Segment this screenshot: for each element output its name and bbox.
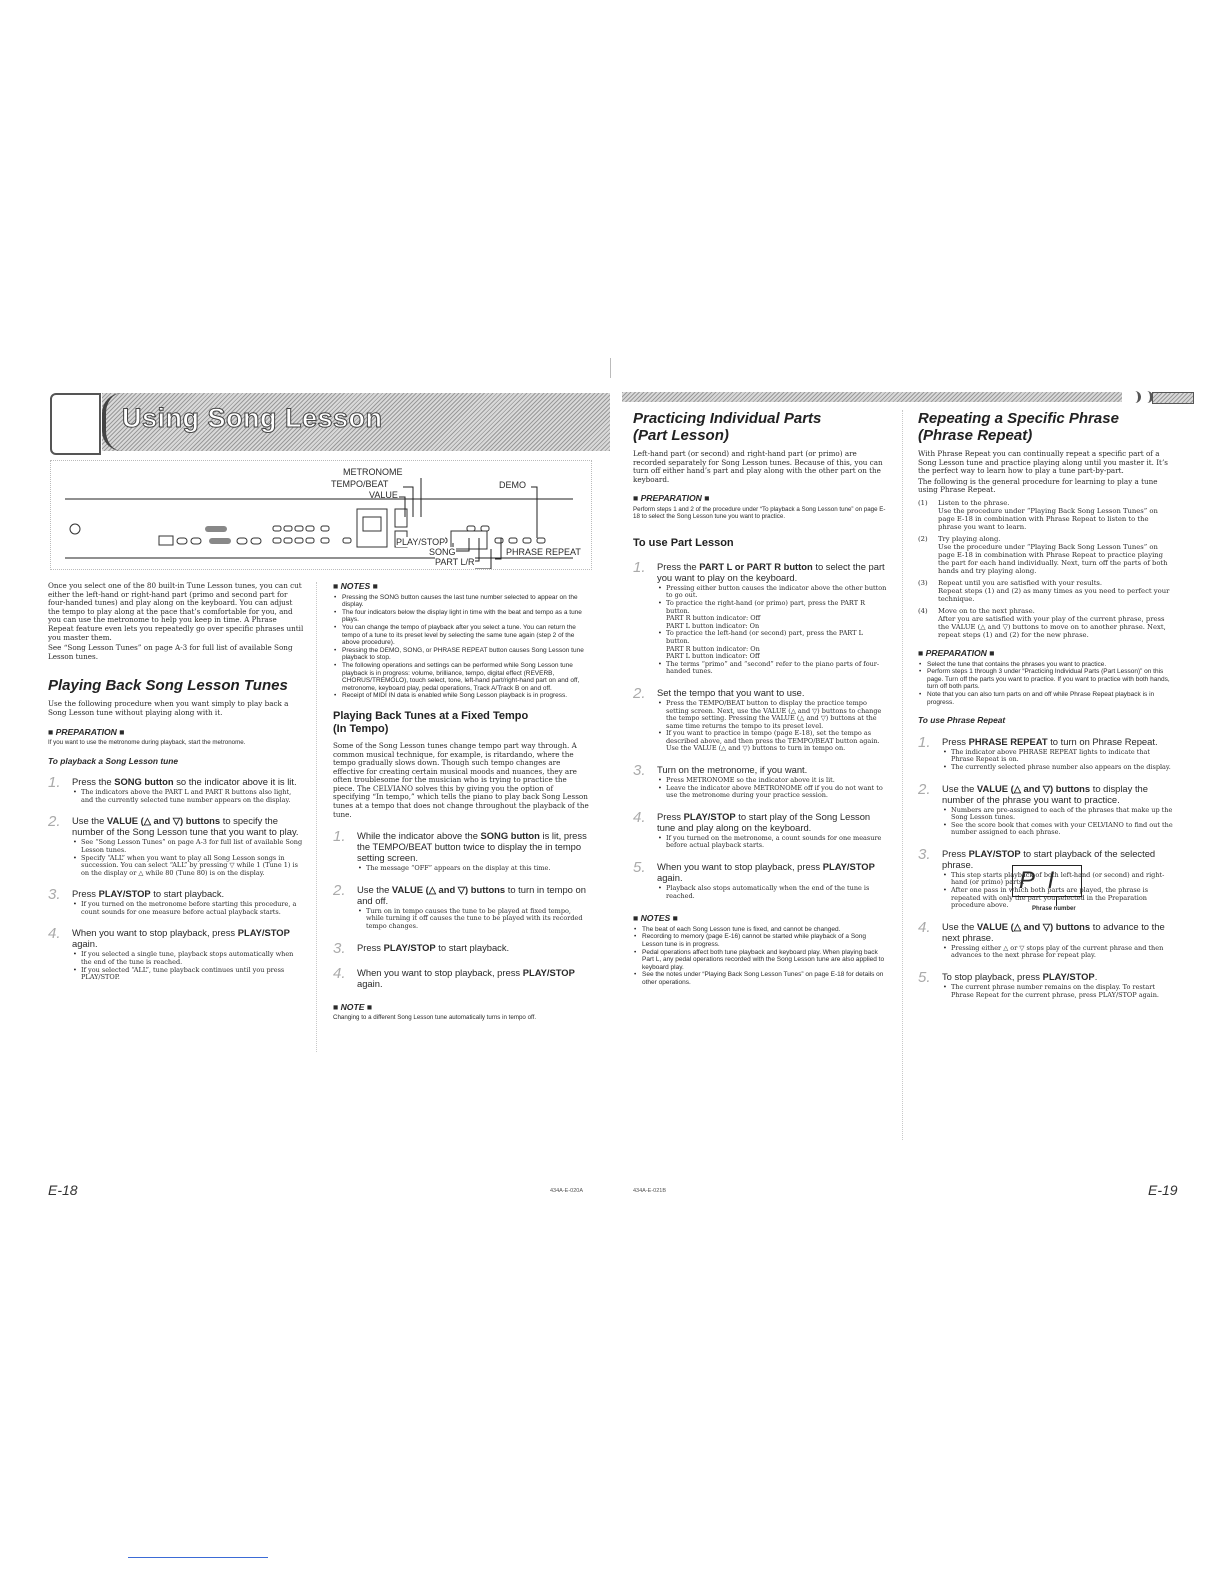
step-item [333,881,589,931]
step-text [657,687,888,698]
step-text [942,736,1173,747]
step-bullet [951,764,1173,772]
step-text-b: to select the part you want to play on the keyboard. [657,560,885,583]
step-body [72,888,304,916]
step-text [942,921,1173,943]
numbered-item [918,579,1173,603]
step-text [942,783,1173,805]
numbered-body [938,499,1173,531]
step-text [72,776,304,787]
list-item: • Select the tune that contains the phrases you want to practice. [927,661,1173,669]
numbered-item [918,535,1173,575]
numbered-item [918,607,1173,639]
steps-list-c [633,558,888,900]
notes-list-right [633,926,888,987]
step-body [942,921,1173,960]
step-bullet [81,839,304,854]
bottom-blue-line [128,1557,268,1558]
step-body [357,942,589,956]
step-body [72,776,304,804]
step-bullets [72,839,304,877]
numbered-body [938,579,1173,603]
step-bullets [72,789,304,804]
step-number: 1. [633,558,646,576]
folio-left: E-18 [48,1182,78,1198]
list-item: • Recording to memory (page E-16) cannot be started while playback of a Song Lesson tune is in progress. [642,933,888,948]
step-body [657,687,888,753]
note-label: ■ NOTE ■ [333,1001,373,1012]
step-text-bold: PLAY/STOP [383,941,436,953]
step-number: 3. [333,939,346,957]
step-bullet-line: • To practice the left-hand (or second) part, press the PART L button. [666,629,863,645]
step-bullet-line: • See “Song Lesson Tunes” on page A-3 for full list of available Song Lesson tunes. [81,838,303,854]
step-bullet-line: • If you turned on the metronome, a count sounds for one measure before actual playback starts. [666,833,882,850]
step-bullet [666,600,888,630]
step-text-bold: PLAY/STOP [822,861,875,873]
steps-list-a [48,776,304,982]
preparation-text-right: Perform steps 1 and 2 of the procedure under “To playback a Song Lesson tune” on page E-18 to select the Song Lesson tune you want to practice. [633,505,886,521]
right-banner [622,392,1172,402]
step-item [918,780,1173,837]
playback-intro: Use the following procedure when you want simply to play back a Song Lesson tune without playing along with it. [48,699,289,717]
step-text [657,764,888,775]
label-song: SONG [429,547,456,557]
step-text-a: When you want to stop playback, press [657,861,823,873]
use-repeat-label: To use Phrase Repeat [918,715,1006,726]
repeat-heading-2: (Phrase Repeat) [918,427,1033,444]
left-banner [50,393,610,451]
step-bullets [657,777,888,800]
step-item [918,918,1173,960]
step-number: 2. [48,813,61,831]
list-item: • Pressing the DEMO, SONG, or PHRASE REPEAT button causes Song Lesson tune playback to stop. [342,647,589,662]
preparation-label: ■ PREPARATION ■ [48,726,125,737]
part-heading-1: Practicing Individual Parts [633,410,822,427]
step-number: 4. [918,918,931,936]
step-number: 1. [48,774,61,792]
repeat-heading-1: Repeating a Specific Phrase [918,410,1119,427]
step-bullet-line: • Pressing either △ or ▽ stops play of the current phrase and then advances to the next phrase for repeat play. [951,943,1164,960]
step-text-bold: PLAY/STOP [968,847,1021,859]
list-item: • Receipt of MIDI IN data is enabled while Song Lesson playback is in progress. [342,692,589,700]
to-playback-label: To playback a Song Lesson tune [48,755,178,766]
step-item [918,733,1173,772]
fixed-tempo-heading-1: Playing Back Tunes at a Fixed Tempo [333,709,529,722]
step-bullet-line: • This step starts playback of both left-hand (or second) and right-hand (or primo) parts. [951,870,1165,887]
repeat-intro-2: The following is the general procedure for learning to play a tune using Phrase Repeat. [918,476,1158,495]
step-text-b: again. [357,977,383,989]
label-tempo-beat: TEMPO/BEAT [331,479,389,489]
step-bullet-line: • Specify “ALL” when you want to play all Song Lesson songs in succession. You can select “ALL” by pressing ▽ while 1 (Tune 1) is on the display or △ while 80 (Tune 80) is on the display. [81,853,298,877]
step-bullet-line: • The current phrase number remains on the display. To restart Phrase Repeat for the current phrase, press PLAY/STOP again. [951,983,1159,999]
notes-label: ■ NOTES ■ [333,581,378,591]
step-text-a: While the indicator above the [357,830,481,842]
step-text-b: to specify the number of the Song Lesson tune that you want to play. [72,815,299,838]
step-bullet [666,785,888,800]
step-text-a: Press [942,847,969,859]
numbered-index: (3) [918,578,928,587]
step-text-bold: PLAY/STOP [237,927,290,939]
step-text-a: Press [942,735,969,747]
step-bullet-line: • Press METRONOME so the indicator above it is lit. [666,776,835,785]
step-text-a: Use the [942,920,977,932]
lcd-display [1012,865,1082,897]
step-item [333,964,589,989]
step-item [633,861,888,900]
label-phrase-repeat: PHRASE REPEAT [506,547,581,557]
list-item: • Pedal operations affect both tune playback and keyboard play. When playing back Part L, any pedal operations recorded with the Song Lesson tune are also applied to keyboard play. [642,949,888,972]
step-text-bold: PLAY/STOP [522,966,575,978]
step-text-a: When you want to stop playback, press [357,966,523,978]
step-text [72,888,304,899]
step-body [357,884,589,931]
step-bullets [657,885,888,900]
folio-right: E-19 [1148,1182,1178,1198]
fixed-tempo-heading-2: (In Tempo) [333,722,389,735]
numbered-body [938,607,1173,639]
fixed-tempo-text: Some of the Song Lesson tunes change tempo part way through. A common musical technique, for example, is ritardando, where the tempo gradually slows down. Though such tempo changes are effective for creating certain musical moods and nuances, they are often troublesome for the musician who is trying to practice the piece. The CELVIANO solves this by giving you the option of specifying “In tempo,” which tells the piano to play back Song Lesson tunes at a tempo that does not change throughout the playback of the tune. [333,740,589,819]
part-heading-2: (Part Lesson) [633,427,729,444]
step-text-bold: VALUE (△ and ▽) buttons [976,920,1091,932]
step-body [72,927,304,981]
list-item: • You can change the tempo of playback after you select a tune. You can return the tempo of a tune to its preset level by selecting the same tune again (step 2 of the above procedure). [342,624,589,647]
label-metronome: METRONOME [343,467,403,477]
list-item: • Perform steps 1 through 3 under “Practicing Individual Parts (Part Lesson)” on this page. Turn off the parts you want to practice. If you want to practice with both hands, turn off both parts. [927,668,1173,691]
step-bullet [81,967,304,982]
step-body [657,861,888,900]
notes-label-right: ■ NOTES ■ [633,913,678,924]
step-item [633,764,888,800]
step-body [942,971,1173,999]
list-item: • Note that you can also turn parts on and off while Phrase Repeat playback is in progress. [927,691,1173,706]
step-text-b: to advance to the next phrase. [942,920,1165,943]
step-bullet-line: • Numbers are pre-assigned to each of the phrases that make up the Song Lesson tunes. [951,805,1173,822]
step-bullets [72,901,304,916]
step-text-bold: PHRASE REPEAT [968,735,1048,747]
numbered-text: After you are satisfied with your play of the current phrase, press the VALUE (△ and ▽) buttons to move on to another phrase. Next, repeat steps (1) and (2) for the new phrase. [938,614,1166,639]
list-item: • The four indicators below the display light in time with the beat and tempo as a tune plays. [342,609,589,624]
step-text [942,971,1173,982]
list-item: • The following operations and settings can be performed while Song Lesson tune playback is in progress: volume, brilliance, tempo, digital effect (REVERB, CHORUS/TREMOLO), touch select, tone, left-hand part/right-hand part on and off, metronome, keyboard play, pedal operations, Track A/Track B on and off. [342,662,589,692]
step-number: 4. [48,925,61,943]
step-bullet [666,585,888,600]
step-bullet [951,945,1173,960]
step-text-a: Press the [72,776,115,788]
step-bullet-line: • The indicators above the PART L and PART R buttons also light, and the currently selected tune number appears on the display. [81,788,292,804]
step-item [633,558,888,676]
note-text: Changing to a different Song Lesson tune automatically turns in tempo off. [333,1014,537,1022]
step-bullet [666,835,888,850]
step-item [333,830,589,873]
preparation-label-right: ■ PREPARATION ■ [633,493,710,504]
step-bullets [942,945,1173,960]
step-bullet [666,700,888,730]
numbered-text: Use the procedure under “Playing Back Song Lesson Tunes” on page E-18 in combination with Phrase Repeat to listen to the phrase you want to learn. [938,506,1158,531]
step-body [657,764,888,800]
step-bullet [666,630,888,660]
step-bullet [951,984,1173,999]
step-text [357,830,589,863]
step-bullet-line: • After one pass in which both parts are played, the phrase is repeated with only the part you selected in the Preparation procedure above. [951,886,1149,910]
step-item [48,927,304,981]
label-demo: DEMO [499,480,526,490]
step-bullet-line: • The indicator above PHRASE REPEAT lights to indicate that Phrase Repeat is on. [951,747,1151,764]
step-bullet [666,661,888,676]
step-bullets [942,807,1173,837]
step-body [942,783,1173,837]
preparation-label-2: ■ PREPARATION ■ [918,647,995,658]
step-text-a: Press the [657,560,700,572]
step-bullet-line: • Turn on in tempo causes the tune to be played at fixed tempo, while turning it off causes the tune to be played with its recorded tempo changes. [366,906,583,931]
step-bullet-line: • Leave the indicator above METRONOME off if you do not want to use the metronome during your practice session. [666,783,883,800]
step-text-a: Use the [72,815,107,827]
step-text [72,815,304,837]
step-text [357,942,589,953]
step-bullet-line: • The terms “primo” and “second” refer to the piano parts of four-handed tunes. [666,659,880,676]
step-bullets [357,908,589,931]
step-bullet-line: PART L button indicator: On [666,621,760,630]
label-play-stop: PLAY/STOP [396,537,446,547]
step-bullets [942,749,1173,772]
step-text-bold: SONG button [114,776,174,788]
step-bullet [366,908,589,931]
intro-see: See “Song Lesson Tunes” on page A-3 for full list of available Song Lesson tunes. [48,643,293,661]
step-text-a: Press [357,941,384,953]
step-bullet-line: • If you want to practice in tempo (page E-18), set the tempo as described above, and then press the TEMPO/BEAT button again. Use the VALUE (△ and ▽) buttons to turn in tempo on. [666,729,880,753]
step-number: 4. [633,808,646,826]
step-text-a: Use the [942,782,977,794]
step-text-b: is lit, press the TEMPO/BEAT button twice to display the in tempo setting screen. [357,830,587,864]
numbered-index: (4) [918,606,928,615]
step-text [657,561,888,583]
step-text [657,811,888,833]
label-value: VALUE [369,490,398,500]
step-bullet [81,951,304,966]
step-item [918,971,1173,999]
step-body [657,811,888,850]
intro-text: Once you select one of the 80 built-in Tune Lesson tunes, you can cut either the left-hand or right-hand part (primo and second part for four-handed tunes) and play along on the keyboard. You can adjust the tempo to play along at the pace that’s comfortable for you, and you can use the metronome to help you keep in time. A Phrase Repeat feature even lets you repeatedly go over specific phrases until you master them. [48,581,304,642]
step-text-a: Press [657,810,684,822]
step-number: 5. [918,969,931,987]
step-text [357,884,589,906]
use-part-heading: To use Part Lesson [633,536,734,549]
playback-heading: Playing Back Song Lesson Tunes [48,677,288,695]
phrase-display-figure [1012,865,1088,917]
step-text-b: to display the number of the phrase you want to practice. [942,782,1148,805]
right-column-1 [633,410,888,987]
panel-diagram [50,460,592,570]
step-bullet-line: • See the score book that comes with your CELVIANO to find out the number assigned to each phrase. [951,820,1173,837]
banner-title: Using Song Lesson [122,403,383,433]
numbered-title: Listen to the phrase. [938,498,1010,507]
step-number: 4. [333,964,346,982]
step-text-b: to start playback of the selected phrase. [942,847,1156,870]
step-text [72,927,304,949]
step-text-bold: PLAY/STOP [683,810,736,822]
step-bullet-line: • The message “OFF” appears on the display at this time. [366,864,551,873]
preparation-list [918,661,1173,707]
step-text-bold: VALUE (△ and ▽) buttons [391,883,506,895]
step-bullet-line: PART L button indicator: Off [666,652,760,661]
step-number: 3. [633,762,646,780]
step-bullet [951,807,1173,822]
step-text [357,967,589,989]
code-left: 434A-E-020A [550,1188,584,1194]
step-text-b: so the indicator above it is lit. [173,776,297,788]
lcd-caption: Phrase number [1032,906,1076,912]
step-text-b: to start playback. [150,888,225,900]
step-text-bold: PLAY/STOP [98,888,151,900]
code-right: 434A-E-021B [633,1188,667,1194]
step-bullet-line: • Playback also stops automatically when the end of the tune is reached. [666,884,870,900]
notes-list [333,594,589,700]
step-text-b: to turn on Phrase Repeat. [1047,735,1158,747]
step-bullet-line: • The currently selected phrase number also appears on the display. [951,762,1171,771]
steps-list-b [333,830,589,988]
step-bullet [81,901,304,916]
numbered-text: Repeat steps (1) and (2) as many times as you need to perfect your technique. [938,586,1170,603]
step-body [72,815,304,877]
step-bullets [357,865,589,873]
step-body [357,830,589,873]
step-bullet [81,789,304,804]
step-body [942,736,1173,772]
step-body [657,561,888,676]
repeat-intro: With Phrase Repeat you can continually repeat a specific part of a Song Lesson tune and practice playing along until you master it. It’s the perfect way to learn how to play a tune part-by-part. [918,449,1168,476]
step-text-b: . [1094,971,1098,983]
step-bullet-line: PART R button indicator: On [666,644,760,653]
step-number: 3. [48,886,61,904]
part-intro: Left-hand part (or second) and right-hand part (or primo) are recorded separately for Song Lesson tunes. Because of this, you can turn off either hand’s part and play along with the other part on the keyboard. [633,449,883,484]
step-body [357,967,589,989]
step-number: 2. [918,780,931,798]
center-fold-mark [610,358,612,378]
list-item: • Pressing the SONG button causes the last tune number selected to appear on the display. [342,594,589,609]
step-text-a: Turn on the metronome, if you want. [657,764,808,776]
step-bullet [366,865,589,873]
step-bullets [657,835,888,850]
step-text-b: to turn in tempo on and off. [357,883,586,906]
step-text-b: again. [72,938,98,950]
step-bullet-line: • If you selected “ALL”, tune playback continues until you press PLAY/STOP. [81,965,285,982]
step-text-bold: VALUE (△ and ▽) buttons [976,782,1091,794]
step-bullet [951,749,1173,764]
step-text-bold: VALUE (△ and ▽) buttons [106,815,221,827]
step-text-bold: PART L or PART R button [699,560,813,572]
step-item [633,808,888,850]
step-text-a: When you want to stop playback, press [72,927,238,939]
label-part-lr: PART L/R [435,557,475,567]
step-bullets [72,951,304,981]
numbered-text: Use the procedure under “Playing Back Song Lesson Tunes” on page E-18 in combination with Phrase Repeat to practice playing the part for each hand individually. Next, turn off the parts of both hands and try playing along. [938,542,1168,575]
step-text-bold: PLAY/STOP [1042,971,1095,983]
step-number: 1. [333,828,346,846]
step-bullet [666,885,888,900]
numbered-title: Repeat until you are satisfied with your results. [938,578,1103,587]
left-column-2 [333,582,589,1024]
step-item [48,776,304,804]
step-number: 5. [633,859,646,877]
preparation-text: If you want to use the metronome during playback, start the metronome. [48,739,246,747]
numbered-body [938,535,1173,575]
step-text-a: Use the [357,883,392,895]
numbered-item [918,499,1173,531]
numbered-title: Try playing along. [938,534,1001,543]
step-bullets [657,700,888,753]
step-number: 3. [918,845,931,863]
step-bullet-line: • Press the TEMPO/BEAT button to display the practice tempo setting screen. Next, use the VALUE (△ and ▽) buttons to change the tempo setting. Pressing the VALUE (△ and ▽) buttons at the same time returns the tempo to its preset level. [666,698,882,730]
step-bullets [942,984,1173,999]
step-text-b: to start playback. [435,941,510,953]
step-number: 2. [633,684,646,702]
step-number: 1. [918,733,931,751]
step-bullet-line: • To practice the right-hand (or primo) part, press the PART R button. [666,598,866,615]
step-text [657,861,888,883]
left-column-1 [48,582,304,982]
numbered-list [918,499,1173,639]
step-text-b: to start play of the Song Lesson tune and play along on the keyboard. [657,810,871,833]
step-bullet-line: • If you selected a single tune, playback stops automatically when the end of the tune is reached. [81,950,294,967]
numbered-index: (1) [918,498,928,507]
step-item [333,939,589,957]
step-item [633,684,888,753]
step-bullet-line: • If you turned on the metronome before starting this procedure, a count sounds for one measure before actual playback starts. [81,900,297,916]
list-item: • The beat of each Song Lesson tune is fixed, and cannot be changed. [642,926,888,934]
step-text-a: To stop playback, press [942,971,1043,983]
numbered-title: Move on to the next phrase. [938,606,1035,615]
step-text-b: again. [657,872,683,884]
step-item [48,815,304,877]
list-item: • See the notes under “Playing Back Song Lesson Tunes” on page E-18 for details on other operations. [642,971,888,986]
step-bullets [657,585,888,676]
lcd-text: P I [1019,867,1055,894]
step-bullet-line: PART R button indicator: Off [666,614,761,623]
step-bullet [81,855,304,878]
step-text-a: Press [72,888,99,900]
step-bullet-line: • Pressing either button causes the indicator above the other button to go out. [666,583,887,600]
step-bullet [951,822,1173,837]
step-number: 2. [333,881,346,899]
numbered-index: (2) [918,534,928,543]
step-text-bold: SONG button [480,830,540,842]
step-item [48,888,304,916]
step-bullet [666,730,888,753]
step-text-a: Set the tempo that you want to use. [657,686,805,698]
